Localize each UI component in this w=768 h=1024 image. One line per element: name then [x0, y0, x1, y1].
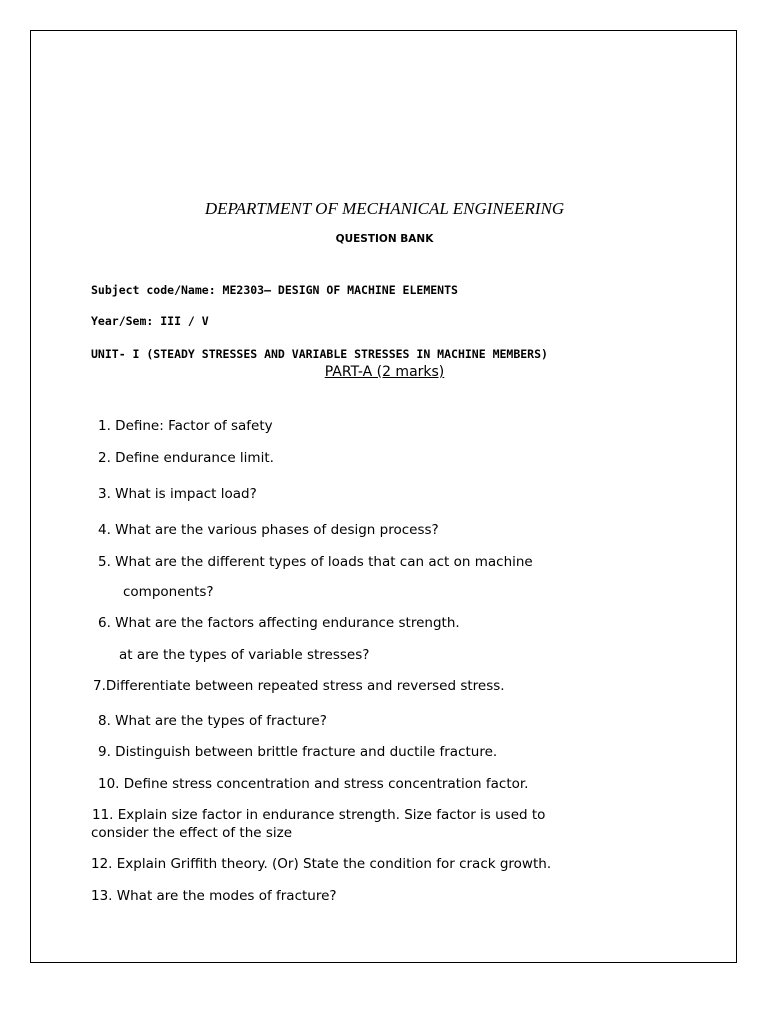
question-item: 2. Define endurance limit. [98, 450, 274, 466]
part-heading: PART-A (2 marks) [324, 364, 445, 380]
question-item: 4. What are the various phases of design process? [98, 522, 439, 538]
question-item-continuation: components? [123, 584, 214, 600]
question-item: 5. What are the different types of loads that can act on machine [98, 554, 533, 570]
question-item: 3. What is impact load? [98, 486, 257, 502]
question-item: 1. Define: Factor of safety [98, 418, 273, 434]
question-item: at are the types of variable stresses? [119, 647, 370, 663]
question-item: 11. Explain size factor in endurance strength. Size factor is used to [92, 807, 546, 823]
document-page [30, 30, 737, 963]
question-item: 6. What are the factors affecting endurance strength. [98, 615, 460, 631]
year-sem-line: Year/Sem: III / V [91, 314, 209, 328]
question-item: 8. What are the types of fracture? [98, 713, 327, 729]
question-item: 10. Define stress concentration and stress concentration factor. [98, 776, 529, 792]
unit-title: UNIT- I (STEADY STRESSES AND VARIABLE STRESSES IN MACHINE MEMBERS) [91, 347, 548, 361]
document-type: QUESTION BANK [335, 233, 434, 245]
question-item-continuation: consider the effect of the size [91, 825, 293, 841]
question-item: 12. Explain Griffith theory. (Or) State the condition for crack growth. [91, 856, 552, 872]
question-item: 13. What are the modes of fracture? [91, 888, 337, 904]
question-item: 7.Differentiate between repeated stress and reversed stress. [93, 678, 505, 694]
question-item: 9. Distinguish between brittle fracture and ductile fracture. [98, 744, 498, 760]
department-title: DEPARTMENT OF MECHANICAL ENGINEERING [204, 199, 565, 218]
subject-line: Subject code/Name: ME2303– DESIGN OF MACHINE ELEMENTS [91, 283, 458, 297]
